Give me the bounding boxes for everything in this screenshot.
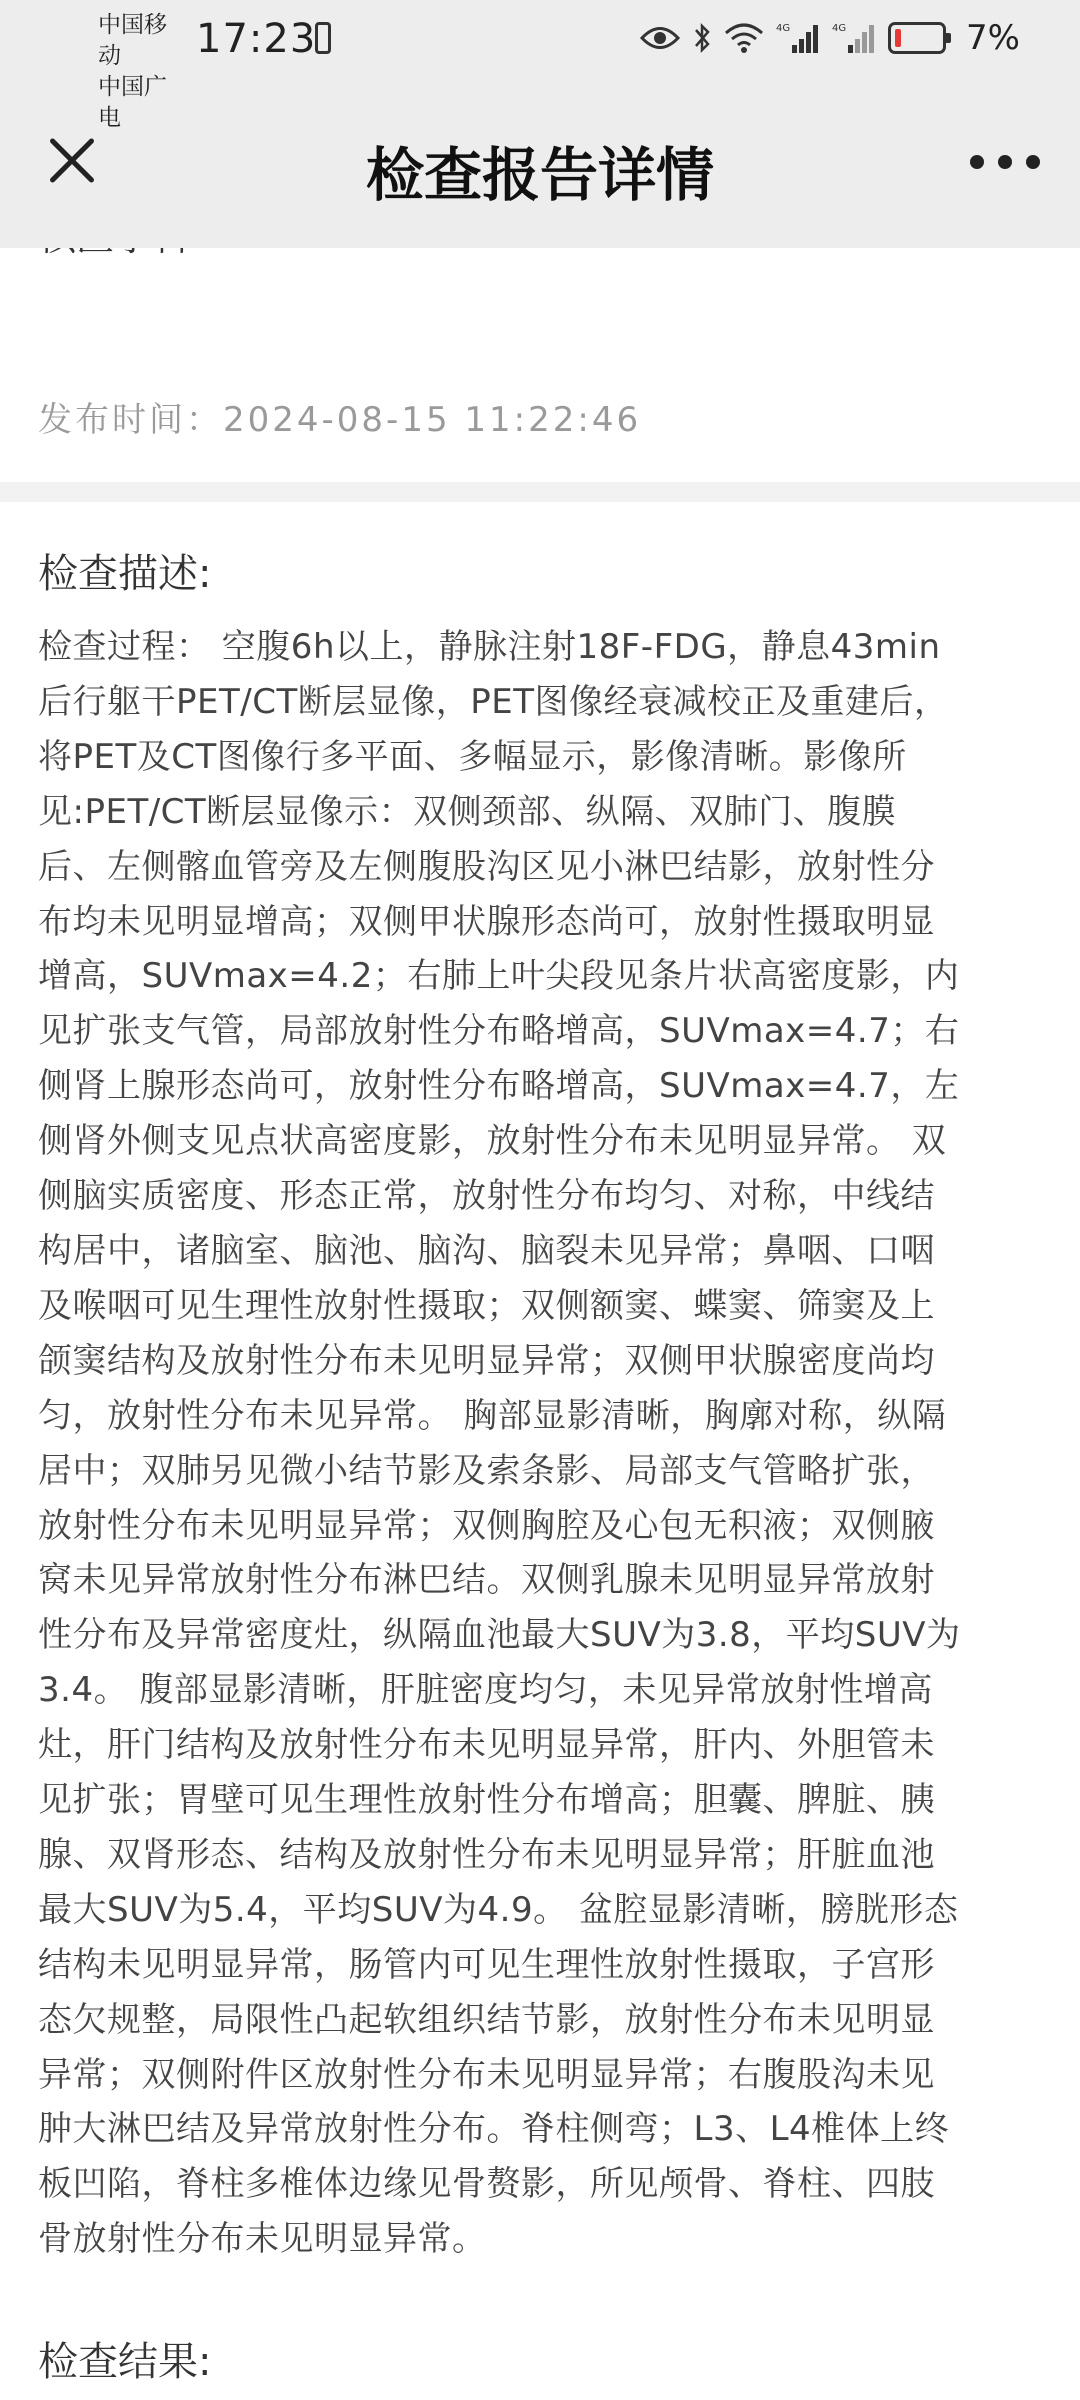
description-line: 见扩张支气管，局部放射性分布略增高，SUVmax=4.7；右: [38, 1011, 960, 1052]
status-icons: [640, 18, 1020, 58]
carrier-2: 中国广电: [98, 74, 167, 131]
description-line: 增高，SUVmax=4.2；右肺上叶尖段见条片状高密度影，内: [38, 956, 960, 997]
description-line: 最大SUV为5.4，平均SUV为4.9。 盆腔显影清晰，膀胱形态: [38, 1889, 959, 1930]
description-line: 结构未见明显异常，肠管内可见生理性放射性摄取，子宫形: [38, 1944, 935, 1985]
description-line: 肿大淋巴结及异常放射性分布。脊柱侧弯；L3、L4椎体上终: [38, 2109, 950, 2150]
signal-icon-2: [832, 21, 876, 55]
top-bar: [0, 0, 1080, 248]
description-line: 颌窦结构及放射性分布未见明显异常；双侧甲状腺密度尚均: [38, 1340, 935, 1381]
description-line: 见扩张；胃壁可见生理性放射性分布增高；胆囊、脾脏、胰: [38, 1780, 935, 1821]
description-line: 后、左侧髂血管旁及左侧腹股沟区见小淋巴结影，放射性分: [38, 846, 935, 887]
status-time: 17:23: [196, 16, 317, 62]
battery-percent: 7%: [966, 18, 1020, 58]
description-line: 构居中，诸脑室、脑池、脑沟、脑裂未见异常；鼻咽、口咽: [38, 1230, 935, 1271]
more-icon[interactable]: [970, 142, 1040, 182]
page-header: [0, 90, 1080, 248]
description-line: 态欠规整，局限性凸起软组织结节影，放射性分布未见明显: [38, 1999, 935, 2040]
description-line: 灶，肝门结构及放射性分布未见明显异常，肝内、外胆管未: [38, 1725, 935, 1766]
publish-time: 2024-08-15 11:22:46: [223, 400, 642, 440]
description-line: 及喉咽可见生理性放射性摄取；双侧额窦、蝶窦、筛窦及上: [38, 1285, 935, 1326]
description-line: 异常；双侧附件区放射性分布未见明显异常；右腹股沟未见: [38, 2054, 935, 2095]
battery-icon: [888, 22, 946, 54]
description-line: 见:PET/CT断层显像示：双侧颈部、纵隔、双肺门、腹膜: [38, 791, 897, 832]
description-line: 3.4。 腹部显影清晰，肝脏密度均匀，未见异常放射性增高: [38, 1670, 933, 1711]
description-line: 窝未见异常放射性分布淋巴结。双侧乳腺未见明显异常放射: [38, 1560, 935, 1601]
description-line: 侧肾上腺形态尚可，放射性分布略增高，SUVmax=4.7，左: [38, 1066, 960, 1107]
bluetooth-icon: [692, 21, 712, 55]
publish-time-row: [38, 392, 641, 441]
result-title: 检查结果:: [38, 2339, 212, 2385]
page-title: 检查报告详情: [365, 141, 714, 209]
description-title: 检查描述:: [38, 551, 212, 597]
publish-label: 发布时间：: [38, 400, 223, 440]
more-dot: [998, 155, 1012, 169]
carrier-1: 中国移动: [98, 12, 167, 69]
description-line: 将PET及CT图像行多平面、多幅显示，影像清晰。影像所: [38, 736, 907, 777]
svg-text:4G: 4G: [832, 23, 847, 34]
eye-icon: [640, 25, 680, 51]
description-line: 检查过程： 空腹6h以上，静脉注射18F-FDG，静息43min: [38, 627, 941, 667]
section-divider: [0, 482, 1080, 502]
description-line: 匀，放射性分布未见异常。 胸部显影清晰，胸廓对称，纵隔: [38, 1395, 947, 1436]
description-line: 布均未见明显增高；双侧甲状腺形态尚可，放射性摄取明显: [38, 901, 935, 942]
description-line: 侧肾外侧支见点状高密度影，放射性分布未见明显异常。 双: [38, 1121, 947, 1162]
description-line: 板凹陷，脊柱多椎体边缘见骨赘影，所见颅骨、脊柱、四肢: [38, 2164, 935, 2205]
description-line: 性分布及异常密度灶，纵隔血池最大SUV为3.8，平均SUV为: [38, 1615, 961, 1656]
signal-icon: [776, 21, 820, 55]
phone-icon: [315, 22, 331, 54]
description-line: 侧脑实质密度、形态正常，放射性分布均匀、对称，中线结: [38, 1176, 935, 1217]
status-bar: [0, 0, 1080, 131]
svg-text:4G: 4G: [776, 23, 791, 34]
description-line: 放射性分布未见明显异常；双侧胸腔及心包无积液；双侧腋: [38, 1505, 935, 1546]
more-dot: [970, 155, 984, 169]
more-dot: [1026, 155, 1040, 169]
description-line: 后行躯干PET/CT断层显像，PET图像经衰减校正及重建后，: [38, 681, 949, 722]
wifi-icon: [724, 21, 764, 55]
description-line: 腺、双肾形态、结构及放射性分布未见明显异常；肝脏血池: [38, 1834, 935, 1875]
description-text: [38, 620, 1042, 2267]
description-line: 骨放射性分布未见明显异常。: [38, 2219, 487, 2260]
description-line: 居中；双肺另见微小结节影及索条影、局部支气管略扩张，: [38, 1450, 935, 1491]
